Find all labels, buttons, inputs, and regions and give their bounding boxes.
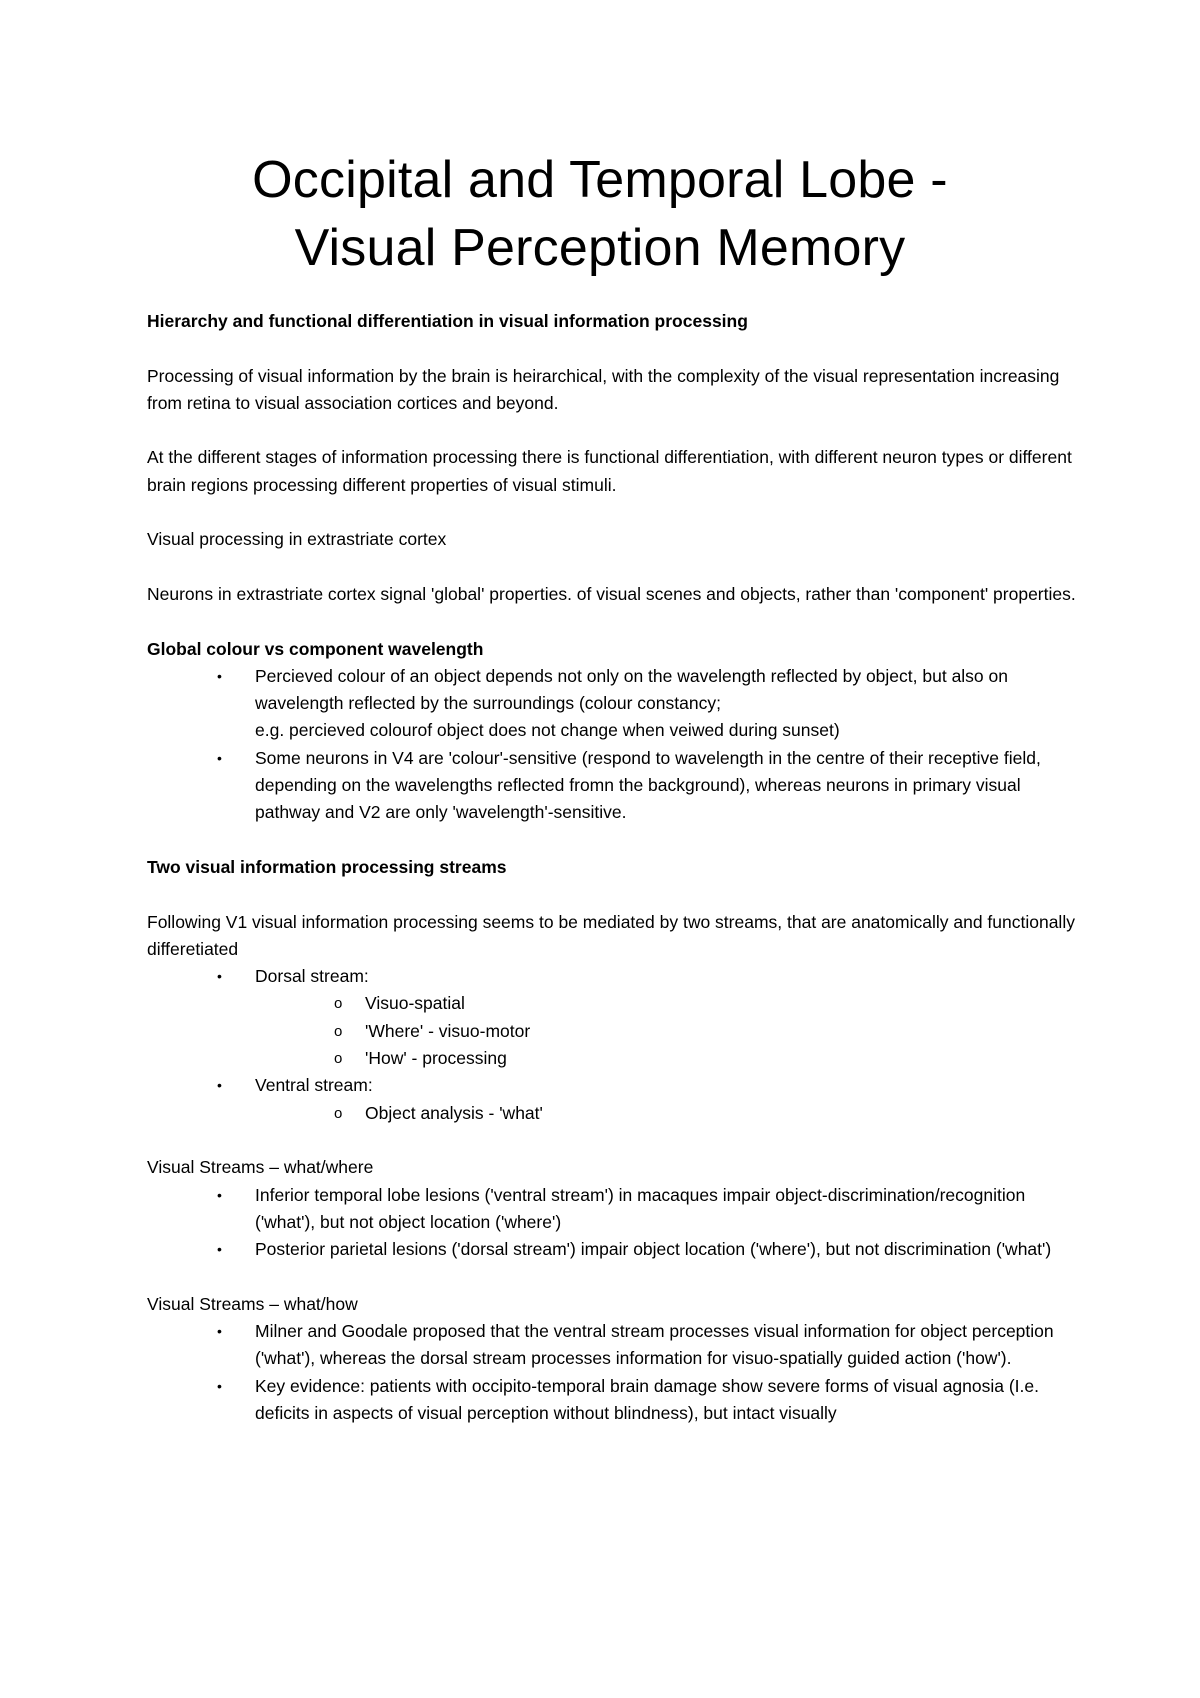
section-heading-extrastriate: Visual processing in extrastriate cortex [147,529,447,550]
section-heading-hierarchy: Hierarchy and functional differentiation in visual information processing [147,311,748,331]
sub-list-item [147,1045,1077,1072]
bullet-icon: • [217,1377,222,1394]
what-where-bullet-list [147,1182,1077,1264]
list-item [147,1318,1077,1373]
list-item-text: Milner and Goodale proposed that the ventral stream processes visual information for object perception ('what'), whereas the dorsal stream processes information for visuo-spatially guided action ('how'). [255,1320,1054,1369]
sub-list-item-text: 'Where' - visuo-motor [365,1020,531,1041]
list-item [147,1072,1077,1127]
what-how-bullet-list [147,1318,1077,1427]
sub-list-item-text: 'How' - processing [365,1048,507,1069]
sub-list-item-text: Object analysis - 'what' [365,1102,543,1123]
sub-bullet-icon: o [334,1022,343,1040]
bullet-icon: • [217,1322,222,1339]
list-item-text: Percieved colour of an object depends not only on the wavelength reflected by object, but also on wavelength reflected by the surroundings (colour constancy; [255,665,1008,714]
list-item [147,663,1077,745]
sub-bullet-icon: o [334,1104,343,1122]
title-line-1: Occipital and Temporal Lobe - [252,151,948,209]
paragraph-hierarchy-2: At the different stages of information processing there is functional differentiation, with different neuron types or different brain regions processing different properties of visual stimuli. [147,447,1072,495]
paragraph-extrastriate: Neurons in extrastriate cortex signal 'global' properties. of visual scenes and objects, rather than 'component' properties. [147,583,1076,604]
list-item-text: Key evidence: patients with occipito-temporal brain damage show severe forms of visual agnosia (I.e. deficits in aspects of visual perception without blindness), but intact visually [255,1375,1040,1423]
sub-list-item [147,1018,1077,1045]
title-line-2: Visual Perception Memory [294,219,906,277]
sub-list-item-text: Visuo-spatial [365,993,465,1014]
bullet-icon: • [217,1186,222,1203]
streams-bullet-list [147,963,1077,1127]
section-heading-what-where: Visual Streams – what/where [147,1157,374,1178]
list-item-text-continued: e.g. percieved colourof object does not change when veiwed during sunset) [255,720,840,741]
sub-list-item [147,990,1077,1017]
bullet-icon: • [217,1241,222,1258]
section-heading-two-streams: Two visual information processing streams [147,856,507,877]
list-item-text: Inferior temporal lobe lesions ('ventral stream') in macaques impair object-discrimination/recognition ('what'), but not object location ('where') [255,1184,1026,1232]
list-item [147,745,1077,827]
list-item-text: Ventral stream: [255,1075,373,1096]
dorsal-sub-list [255,990,1077,1072]
list-item [147,1182,1077,1237]
page-title [0,146,1200,282]
list-item-text: Some neurons in V4 are 'colour'-sensitive (respond to wavelength in the centre of their receptive field, depending on the wavelengths reflected fromn the background), whereas neurons in primary visual pathway and V2 are only 'wavelength'-sensitive. [255,747,1041,823]
list-item-text: Posterior parietal lesions ('dorsal stream') impair object location ('where'), but not discrimination ('what') [255,1239,1052,1260]
sub-list-item [147,1100,1077,1127]
sub-bullet-icon: o [334,995,343,1013]
list-item [147,963,1077,1072]
bullet-icon: • [217,968,222,985]
list-item-text: Dorsal stream: [255,966,369,987]
sub-bullet-icon: o [334,1050,343,1068]
section-heading-what-how: Visual Streams – what/how [147,1293,358,1314]
ventral-sub-list [255,1100,1077,1127]
document-body [147,308,1077,1427]
paragraph-hierarchy-1: Processing of visual information by the brain is heirarchical, with the complexity of the visual representation increasing from retina to visual association cortices and beyond. [147,365,1060,413]
bullet-icon: • [217,667,222,684]
colour-bullet-list [147,663,1077,827]
paragraph-two-streams: Following V1 visual information processing seems to be mediated by two streams, that are anatomically and functionally differetiated [147,911,1075,959]
list-item [147,1373,1077,1428]
bullet-icon: • [217,749,222,766]
list-item [147,1236,1077,1263]
bullet-icon: • [217,1077,222,1094]
section-heading-colour: Global colour vs component wavelength [147,638,484,659]
